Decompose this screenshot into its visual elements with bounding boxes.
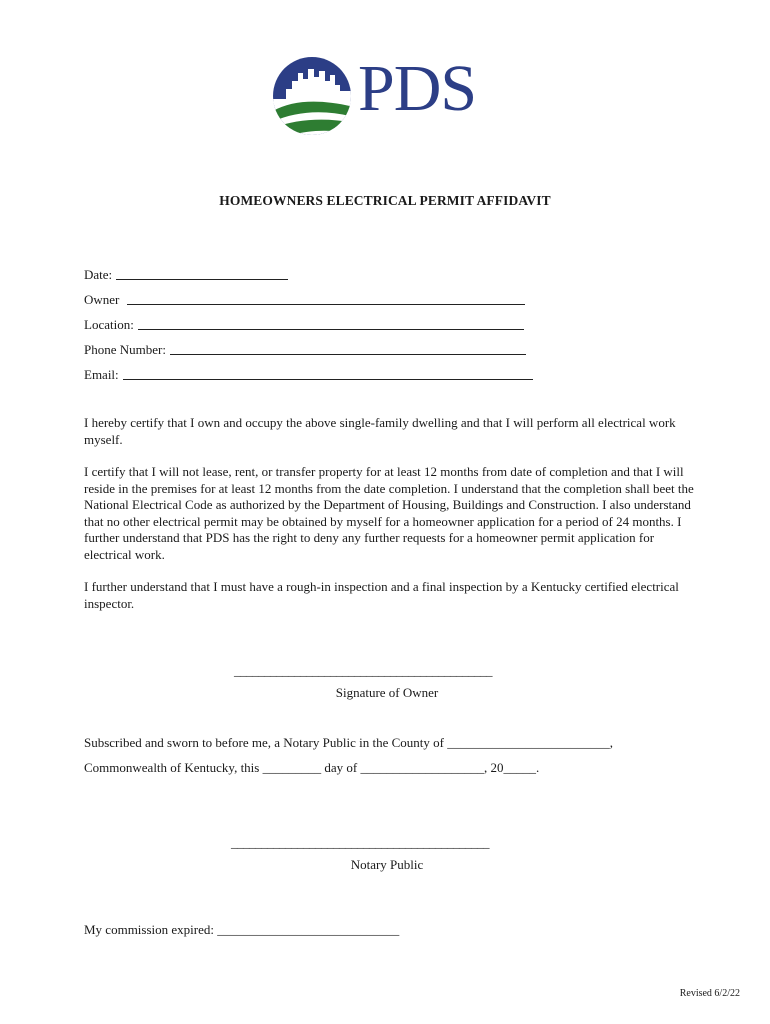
date-line [116,279,288,280]
certification-paragraph-3: I further understand that I must have a rough-in inspection and a final inspection by a Kentucky certified electrical inspector. [84,579,679,611]
page-title: HOMEOWNERS ELECTRICAL PERMIT AFFIDAVIT [219,193,551,208]
email-line [123,379,533,380]
revised-date: Revised 6/2/22 [679,988,740,999]
date-field[interactable] [84,265,288,283]
email-field[interactable] [84,365,533,383]
owner-line [127,304,525,305]
certification-paragraph-1: I hereby certify that I own and occupy the above single-family dwelling and that I will perform all electrical work myself. [84,415,676,447]
date-label: Date: [84,267,113,282]
notary-statement-line-2: Commonwealth of Kentucky, this _________ day of ___________________, 20_____. [84,760,540,775]
logo-wordmark: PDS [358,52,477,125]
owner-signature-line[interactable]: ___________________________________________ [234,663,492,678]
owner-label: Owner [84,292,120,307]
notary-statement-line-1: Subscribed and sworn to before me, a Notary Public in the County of _________________________, [84,735,613,750]
location-line [138,329,524,330]
phone-label: Phone Number: [84,342,166,357]
notary-signature-label: Notary Public [350,857,424,872]
location-field[interactable] [84,315,524,333]
commission-expired-line: My commission expired: ____________________________ [84,922,400,937]
email-label: Email: [84,367,119,382]
phone-field[interactable] [84,340,526,358]
location-label: Location: [84,317,134,332]
owner-field[interactable] [84,290,525,308]
certification-paragraph-2: I certify that I will not lease, rent, or transfer property for at least 12 months from date of completion and that I will reside in the premises for at least 12 months from the date completion. I understand that the completion shall beet the National Electrical Code as authorized by the Department of Housing, Buildings and Construction. I also understand that no other electrical permit may be obtained by myself for a homeowner application for a period of 24 months. I further understand that PDS has the right to deny any further requests for a homeowner permit application for electrical work. [84,464,694,562]
owner-signature-label: Signature of Owner [335,685,439,700]
phone-line [170,354,526,355]
notary-signature-line[interactable]: ___________________________________________ [231,835,489,850]
